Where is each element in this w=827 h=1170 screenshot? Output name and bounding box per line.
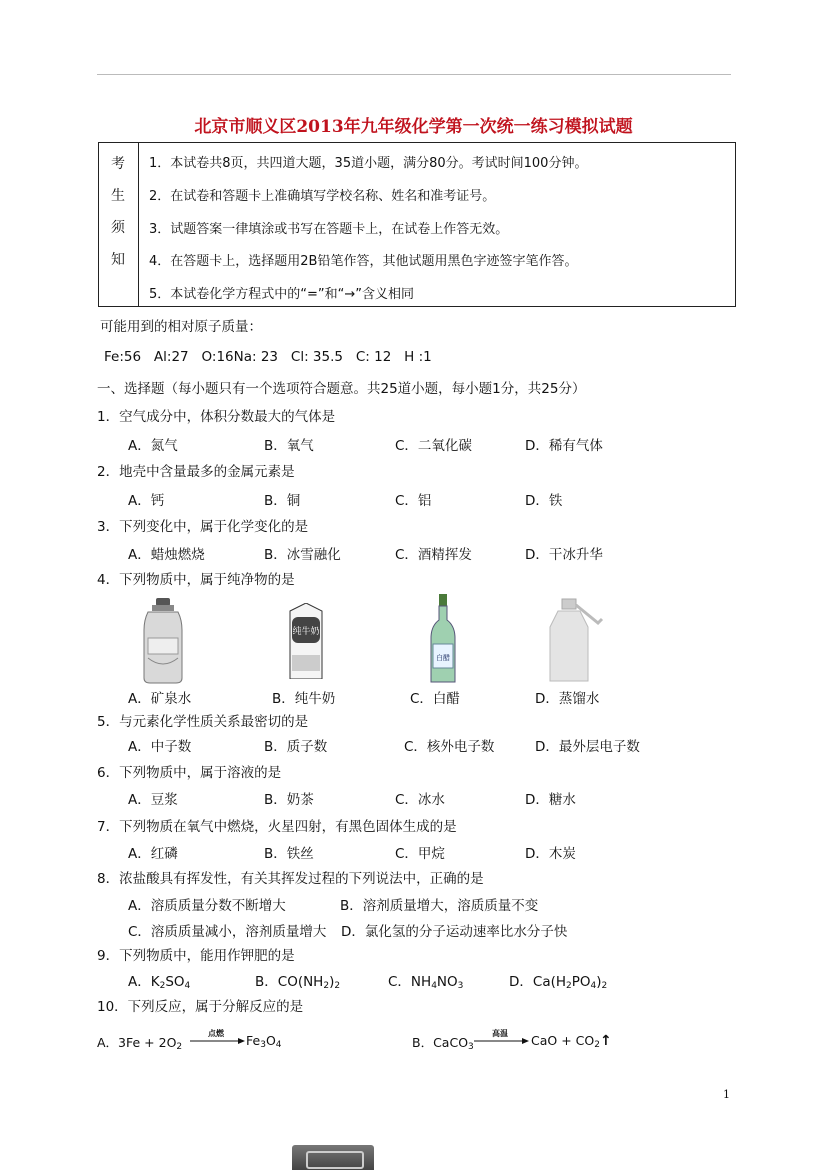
equation-b-product: [531, 1033, 612, 1050]
arrow-icon: [474, 1028, 530, 1048]
notice-box: [98, 142, 736, 307]
distilled-water-bottle-image: [548, 597, 614, 683]
question-option: B．铁丝: [264, 846, 314, 862]
reaction-arrow-a: [190, 1028, 246, 1048]
question-option: [255, 970, 340, 991]
question-stem: 9．下列物质中，能用作钾肥的是: [97, 948, 295, 964]
notice-side-char: 生: [111, 188, 125, 204]
question-option: D．干冰升华: [525, 547, 603, 563]
question-option: C．白醋: [410, 691, 460, 707]
question-option: B．溶剂质量增大，溶质质量不变: [340, 898, 539, 914]
question-option: [128, 970, 190, 991]
partial-figure-frame: [306, 1151, 364, 1169]
milk-carton-label: 纯牛奶: [292, 627, 320, 637]
subscript: 4: [184, 981, 191, 991]
equation-a: [97, 1033, 182, 1052]
notice-item: 3．试题答案一律填涂或书写在答题卡上，在试卷上作答无效。: [149, 222, 509, 237]
question-option: B．冰雪融化: [264, 547, 341, 563]
option-text: ): [596, 974, 602, 990]
subscript: 4: [275, 1040, 282, 1050]
atomic-mass-label: 可能用到的相对原子质量：: [100, 319, 262, 335]
option-text: SO: [165, 974, 185, 990]
page-number: 1: [723, 1088, 730, 1101]
question-option: C．冰水: [395, 792, 445, 808]
question-option: A．中子数: [128, 739, 192, 755]
question-option: A．蜡烛燃烧: [128, 547, 205, 563]
subscript: 2: [566, 981, 572, 991]
question-option: D．最外层电子数: [535, 739, 640, 755]
notice-side-char: 知: [111, 252, 125, 268]
question-option: C．核外电子数: [404, 739, 495, 755]
notice-item: 1．本试卷共8页，共四道大题，35道小题，满分80分。考试时间100分钟。: [149, 156, 588, 171]
vinegar-bottle-label: 白醋: [436, 654, 450, 662]
question-option: B．铜: [264, 493, 301, 509]
question-option: D．氯化氢的分子运动速率比水分子快: [341, 924, 568, 940]
question-option: [388, 970, 463, 991]
top-rule: [97, 74, 731, 75]
option-text: B．CO(NH: [255, 974, 324, 990]
question-stem: 7．下列物质在氧气中燃烧，火星四射，有黑色固体生成的是: [97, 819, 457, 835]
question-option: B．氧气: [264, 438, 314, 454]
question-option: D．木炭: [525, 846, 576, 862]
question-option: [509, 970, 607, 991]
equation-text: A．3Fe + 2O: [97, 1035, 177, 1050]
question-option: C．二氧化碳: [395, 438, 472, 454]
subscript: 2: [594, 1040, 600, 1050]
question-option: A．钙: [128, 493, 165, 509]
mineral-water-bottle-image: [140, 598, 186, 684]
subscript: 3: [468, 1042, 474, 1052]
option-text: NO: [436, 974, 458, 990]
question-option: B．奶茶: [264, 792, 314, 808]
notice-side-char: 考: [111, 156, 125, 172]
question-stem: 4．下列物质中，属于纯净物的是: [97, 572, 295, 588]
question-option: A．红磷: [128, 846, 178, 862]
notice-item: 2．在试卷和答题卡上准确填写学校名称、姓名和准考证号。: [149, 189, 496, 204]
subscript: 4: [431, 981, 437, 991]
subscript: 2: [334, 981, 341, 991]
question-option: B．质子数: [264, 739, 328, 755]
subscript: 2: [601, 981, 608, 991]
arrow-icon: [190, 1028, 246, 1048]
equation-text: B．CaCO: [412, 1035, 469, 1050]
equation-text: CaO + CO: [531, 1033, 595, 1048]
question-stem: 8．浓盐酸具有挥发性，有关其挥发过程的下列说法中，正确的是: [97, 871, 484, 887]
question-stem: 10．下列反应，属于分解反应的是: [97, 999, 304, 1015]
vinegar-bottle-image: [428, 594, 458, 684]
question-option: D．铁: [525, 493, 563, 509]
question-option: C．甲烷: [395, 846, 445, 862]
option-text: A．K: [128, 974, 160, 990]
question-option: D．蒸馏水: [535, 691, 600, 707]
question-stem: 1．空气成分中，体积分数最大的气体是: [97, 409, 336, 425]
notice-item: 4．在答题卡上，选择题用2B铅笔作答，其他试题用黑色字迹签字笔作答。: [149, 254, 578, 269]
option-text: C．NH: [388, 974, 432, 990]
subscript: 4: [590, 981, 597, 991]
reaction-arrow-b: [474, 1028, 530, 1048]
question-option: B．纯牛奶: [272, 691, 336, 707]
question-option: A．溶质质量分数不断增大: [128, 898, 286, 914]
question-option: C．酒精挥发: [395, 547, 472, 563]
subscript: 2: [176, 1042, 183, 1052]
question-stem: 3．下列变化中，属于化学变化的是: [97, 519, 309, 535]
question-option: A．豆浆: [128, 792, 178, 808]
page-title: 北京市顺义区2013年九年级化学第一次统一练习模拟试题: [194, 117, 633, 137]
question-option: C．溶质质量减小，溶剂质量增大: [128, 924, 327, 940]
question-stem: 6．下列物质中，属于溶液的是: [97, 765, 282, 781]
notice-side-column: [99, 143, 139, 306]
milk-carton-image: [288, 603, 324, 679]
reaction-condition: 高温: [492, 1029, 508, 1038]
atomic-mass-list: Fe:56 Al:27 O:16Na: 23 Cl: 35.5 C: 12 H :1: [104, 349, 432, 365]
option-text: PO: [571, 974, 591, 990]
question-option: D．稀有气体: [525, 438, 603, 454]
question-option: A．氮气: [128, 438, 178, 454]
option-text: ): [329, 974, 335, 990]
section-heading: 一、选择题（每小题只有一个选项符合题意。共25道小题，每小题1分，共25分）: [97, 381, 586, 397]
question-option: D．糖水: [525, 792, 576, 808]
subscript: 2: [159, 981, 166, 991]
reaction-condition: 点燃: [208, 1029, 224, 1038]
question-option: A．矿泉水: [128, 691, 192, 707]
gas-arrow-icon: ↑: [599, 1033, 612, 1049]
equation-text: Fe: [246, 1033, 261, 1048]
option-text: D．Ca(H: [509, 974, 567, 990]
notice-item: 5．本试卷化学方程式中的“=”和“→”含义相同: [149, 287, 414, 302]
equation-b: [412, 1033, 474, 1052]
notice-side-char: 须: [111, 220, 125, 236]
equation-a-product: [246, 1033, 282, 1050]
subscript: 2: [323, 981, 330, 991]
question-stem: 5．与元素化学性质关系最密切的是: [97, 714, 309, 730]
subscript: 3: [260, 1040, 266, 1050]
equation-text: O: [265, 1033, 276, 1048]
partial-figure-image: [292, 1145, 374, 1170]
question-option: C．铝: [395, 493, 432, 509]
subscript: 3: [457, 981, 464, 991]
question-stem: 2．地壳中含量最多的金属元素是: [97, 464, 295, 480]
